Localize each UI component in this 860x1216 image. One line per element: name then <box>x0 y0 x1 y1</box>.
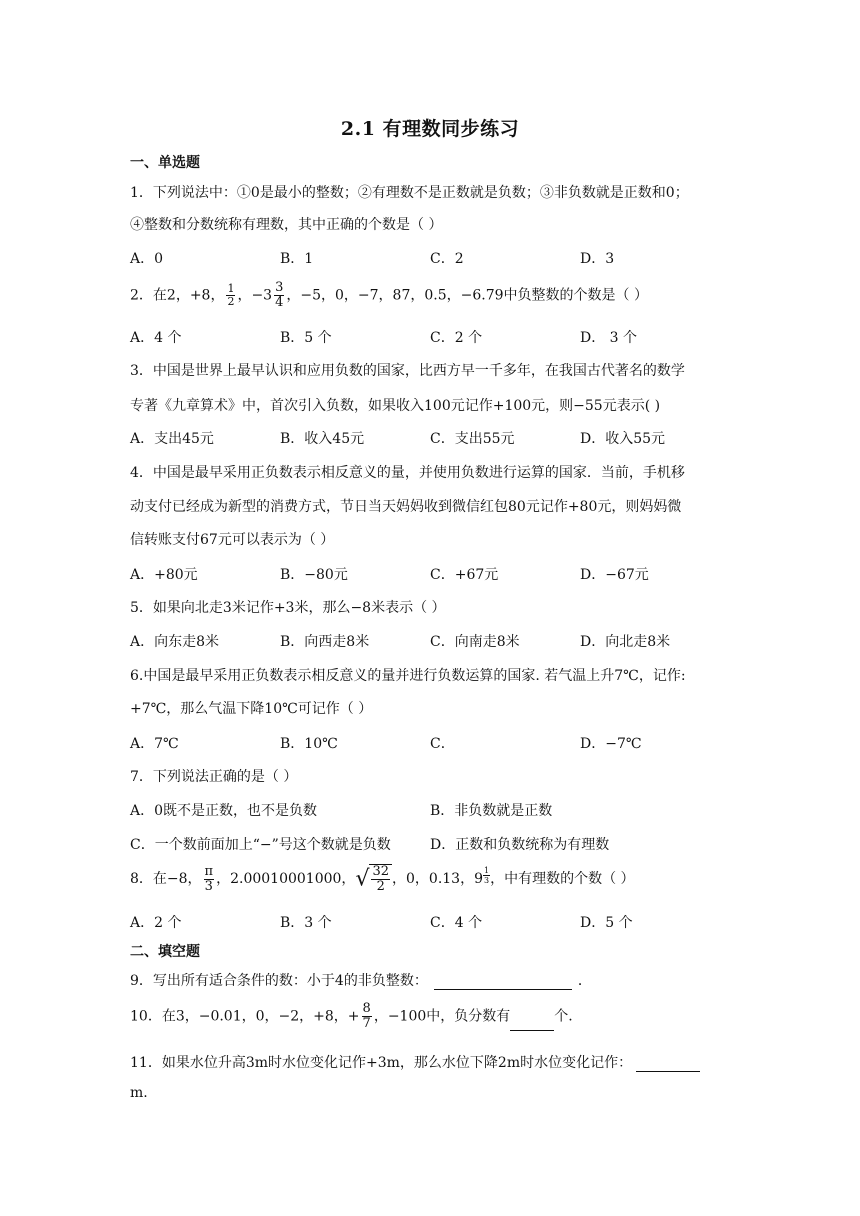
q5-text: 5．如果向北走3米记作+3米，那么−8米表示（ ） <box>130 600 446 616</box>
q10-mid: ，−100中，负分数有 <box>373 1008 511 1025</box>
q8-mid1: ，2.00010001000， <box>216 871 356 887</box>
q1-text-line1: 1．下列说法中：①0是最小的整数；②有理数不是正数就是负数；③非负数就是正数和0； <box>130 185 689 201</box>
q7-text: 7．下列说法正确的是（ ） <box>130 769 298 785</box>
q10-frac-den: 7 <box>362 1016 371 1031</box>
q5-option-d[interactable]: D．向北走8米 <box>580 634 671 650</box>
q6-option-c[interactable]: C． <box>430 736 455 752</box>
q11-prompt: 11．如果水位升高3m时水位变化记作+3m，那么水位下降2m时水位变化记作： <box>130 1055 633 1071</box>
q2-frac-num: 1 <box>227 282 235 295</box>
q8-suffix: ，中有理数的个数（ ） <box>490 871 635 887</box>
q4-option-a[interactable]: A．+80元 <box>130 567 198 583</box>
q3-text-line2: 专著《九章算术》中，首次引入负数，如果收入100元记作+100元，则−55元表示( ) <box>130 398 661 414</box>
q2-mixed-fraction <box>274 281 284 310</box>
q4-option-c[interactable]: C．+67元 <box>430 567 499 583</box>
q6-text-line2: +7℃，那么气温下降10℃可记作（ ） <box>130 701 373 717</box>
q2-fraction <box>226 283 235 308</box>
q8-pi-num: π <box>204 863 214 879</box>
q8-option-c[interactable]: C．4 个 <box>430 915 483 931</box>
q8-option-d[interactable]: D．5 个 <box>580 915 633 931</box>
q1-text-line2: ④整数和分数统称有理数，其中正确的个数是（ ） <box>130 217 443 233</box>
page-title: 2.1 有理数同步练习 <box>340 118 520 140</box>
q8-text <box>130 864 635 894</box>
q2-prefix: 2．在2，+8， <box>130 287 225 304</box>
q8-sqrt-num: 32 <box>372 864 390 879</box>
q8-sqrt-fraction <box>371 865 390 894</box>
q8-mid2: ，0，0.13，9 <box>392 871 484 887</box>
q3-option-d[interactable]: D．收入55元 <box>580 431 666 447</box>
q10-text <box>130 1002 573 1031</box>
q2-options <box>130 327 730 349</box>
q2-mixed-whole: ，−3 <box>237 287 273 304</box>
q11-answer-blank[interactable] <box>636 1055 700 1072</box>
q2-suffix: ，−5，0，−7，87，0.5，−6.79中负整数的个数是（ ） <box>286 287 648 304</box>
q3-option-c[interactable]: C．支出55元 <box>430 431 515 447</box>
q9-end: ． <box>577 973 592 989</box>
q5-option-a[interactable]: A．向东走8米 <box>130 634 220 650</box>
section-heading-single-choice: 一、单选题 <box>130 155 200 171</box>
q4-option-b[interactable]: B．−80元 <box>280 567 348 583</box>
q2-mixed-den: 4 <box>275 295 284 310</box>
q8-sqrt <box>355 864 392 894</box>
q5-option-b[interactable]: B．向西走8米 <box>280 634 370 650</box>
q9-answer-blank[interactable] <box>434 973 572 990</box>
q6-options <box>130 733 730 755</box>
q4-options <box>130 564 730 586</box>
q1-option-a[interactable]: A．0 <box>130 251 164 267</box>
q5-option-c[interactable]: C．向南走8米 <box>430 634 520 650</box>
q1-option-c[interactable]: C．2 <box>430 251 464 267</box>
sqrt-sign-icon: √ <box>355 866 370 892</box>
q2-option-c[interactable]: C．2 个 <box>430 330 483 346</box>
q4-text-line1: 4．中国是最早采用正负数表示相反意义的量，并使用负数进行运算的国家．当前，手机移 <box>130 465 685 481</box>
q7-option-c[interactable]: C．一个数前面加上“−”号这个数就是负数 <box>130 837 391 853</box>
q10-prefix: 10．在3，−0.01，0，−2，+8，+ <box>130 1008 360 1025</box>
q7-option-d[interactable]: D．正数和负数统称为有理数 <box>430 837 610 853</box>
q7-option-a[interactable]: A．0既不是正数，也不是负数 <box>130 803 318 819</box>
q8-exp-den: 3 <box>484 875 490 885</box>
q10-answer-blank[interactable] <box>510 1014 554 1031</box>
q1-options <box>130 248 730 270</box>
q9-prompt: 9．写出所有适合条件的数：小于4的非负整数： <box>130 973 428 989</box>
q8-prefix: 8．在−8， <box>130 871 202 887</box>
q8-options <box>130 912 730 934</box>
q3-text-line1: 3．中国是世界上最早认识和应用负数的国家，比西方早一千多年，在我国古代著名的数学 <box>130 363 685 379</box>
q7-options-row2 <box>130 834 730 856</box>
q2-mixed-num: 3 <box>275 280 284 295</box>
q4-option-d[interactable]: D．−67元 <box>580 567 649 583</box>
q8-sqrt-den: 2 <box>376 879 385 894</box>
q7-option-b[interactable]: B．非负数就是正数 <box>430 803 553 819</box>
q4-text-line3: 信转账支付67元可以表示为（ ） <box>130 532 335 548</box>
q6-option-a[interactable]: A．7℃ <box>130 736 179 752</box>
q8-pi-fraction <box>204 865 215 894</box>
q9-text <box>130 970 592 990</box>
q8-pi-den: 3 <box>204 878 213 894</box>
q5-options <box>130 631 730 653</box>
q3-option-a[interactable]: A．支出45元 <box>130 431 214 447</box>
q4-text-line2: 动支付已经成为新型的消费方式，节日当天妈妈收到微信红包80元记作+80元，则妈妈微 <box>130 499 682 515</box>
q11-text-line1 <box>130 1052 700 1072</box>
q1-option-b[interactable]: B．1 <box>280 251 314 267</box>
q3-option-b[interactable]: B．收入45元 <box>280 431 365 447</box>
q3-options <box>130 428 730 450</box>
q8-exp-num: 1 <box>484 865 490 875</box>
q2-option-d[interactable]: D． 3 个 <box>580 330 638 346</box>
q10-frac-num: 8 <box>362 1001 371 1016</box>
q11-text-line2: m. <box>130 1085 148 1101</box>
q8-option-b[interactable]: B．3 个 <box>280 915 332 931</box>
q2-text <box>130 281 648 310</box>
q2-option-a[interactable]: A．4 个 <box>130 330 182 346</box>
q8-option-a[interactable]: A．2 个 <box>130 915 182 931</box>
q7-options-row1 <box>130 800 730 822</box>
q1-option-d[interactable]: D．3 <box>580 251 615 267</box>
q6-option-d[interactable]: D．−7℃ <box>580 736 642 752</box>
q6-option-b[interactable]: B．10℃ <box>280 736 338 752</box>
q2-frac-den: 2 <box>227 295 235 308</box>
q2-option-b[interactable]: B．5 个 <box>280 330 332 346</box>
section-heading-fill-blank: 二、填空题 <box>130 944 200 960</box>
q8-sqrt-radicand <box>369 864 392 894</box>
q10-fraction <box>362 1002 372 1031</box>
q6-text-line1: 6.中国是最早采用正负数表示相反意义的量并进行负数运算的国家. 若气温上升7℃，记作: <box>130 668 686 684</box>
q10-end: 个. <box>554 1008 573 1025</box>
